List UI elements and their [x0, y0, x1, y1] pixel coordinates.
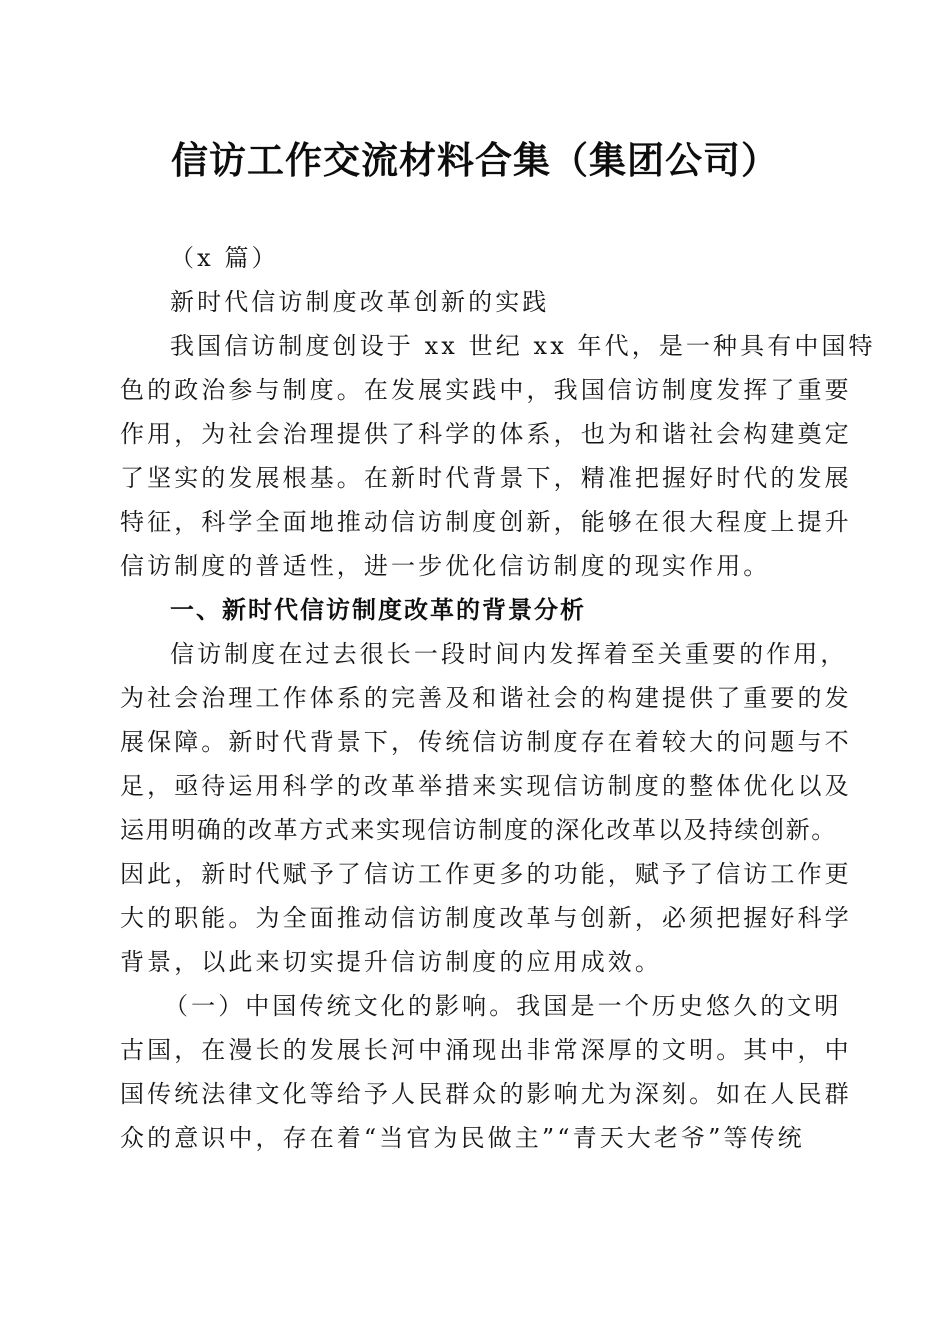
- paragraph-2-line: 大的职能。为全面推动信访制度改革与创新，必须把握好科学: [120, 904, 852, 932]
- section-heading-1: 一、新时代信访制度改革的背景分析: [170, 596, 586, 624]
- paragraph-1-line: 了坚实的发展根基。在新时代背景下，精准把握好时代的发展: [120, 464, 852, 492]
- article-title: 新时代信访制度改革创新的实践: [170, 288, 550, 316]
- paragraph-1-line: 信访制度的普适性，进一步优化信访制度的现实作用。: [120, 552, 771, 580]
- paragraph-1-line: 作用，为社会治理提供了科学的体系，也为和谐社会构建奠定: [120, 420, 852, 448]
- paragraph-2-line: 展保障。新时代背景下，传统信访制度存在着较大的问题与不: [120, 728, 852, 756]
- paragraph-3-line: 古国，在漫长的发展长河中涌现出非常深厚的文明。其中，中: [120, 1036, 852, 1064]
- paragraph-1-line: 特征，科学全面地推动信访制度创新，能够在很大程度上提升: [120, 508, 852, 536]
- paragraph-2-line: 信访制度在过去很长一段时间内发挥着至关重要的作用，: [170, 640, 848, 668]
- paragraph-2-line: 因此，新时代赋予了信访工作更多的功能，赋予了信访工作更: [120, 860, 852, 888]
- document-title: 信访工作交流材料合集（集团公司）: [171, 138, 779, 182]
- document-body: [120, 236, 876, 1160]
- paragraph-2-line: 运用明确的改革方式来实现信访制度的深化改革以及持续创新。: [120, 816, 837, 844]
- paragraph-2-line: 背景，以此来切实提升信访制度的应用成效。: [120, 948, 662, 976]
- paragraph-1-line: 我国信访制度创设于 xx 世纪 xx 年代，是一种具有中国特: [170, 332, 876, 360]
- paragraph-1-line: 色的政治参与制度。在发展实践中，我国信访制度发挥了重要: [120, 376, 852, 404]
- paragraph-2-line: 足，亟待运用科学的改革举措来实现信访制度的整体优化以及: [120, 772, 852, 800]
- paragraph-3-line: （一）中国传统文化的影响。我国是一个历史悠久的文明: [164, 992, 842, 1020]
- paragraph-3-line: 众的意识中，存在着“当官为民做主”“青天大老爷”等传统: [120, 1124, 805, 1152]
- paragraph-2-line: 为社会治理工作体系的完善及和谐社会的构建提供了重要的发: [120, 684, 852, 712]
- count-note: （x 篇）: [170, 244, 279, 272]
- paragraph-3-line: 国传统法律文化等给予人民群众的影响尤为深刻。如在人民群: [120, 1080, 852, 1108]
